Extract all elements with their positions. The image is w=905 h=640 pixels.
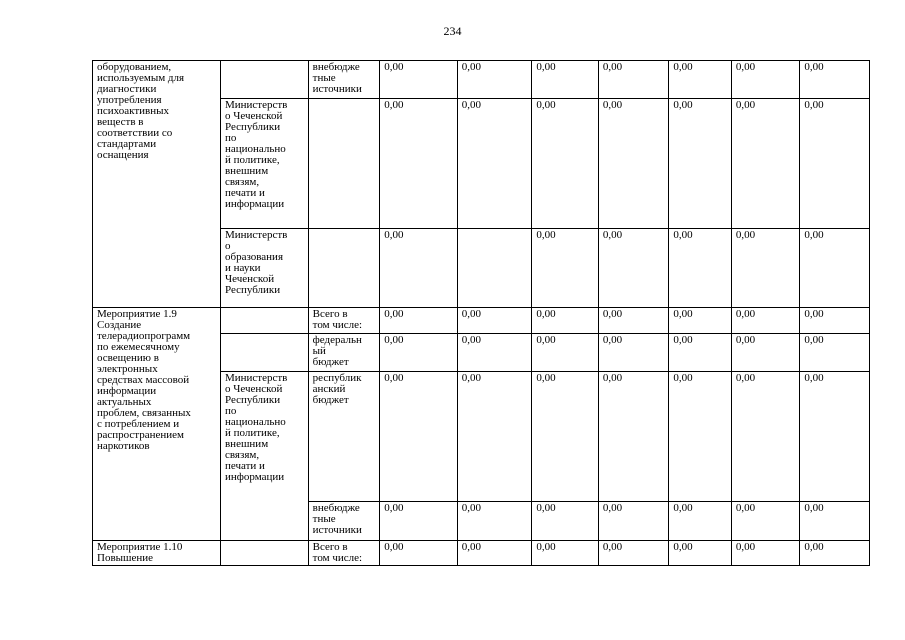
value-cell: 0,00 (380, 99, 458, 229)
measure-cell: оборудованием, используемым для диагностики употребления психоактивных веществ в соответствии со стандартами оснащения (93, 61, 221, 308)
value-cell: 0,00 (669, 61, 731, 99)
value-cell: 0,00 (532, 502, 599, 541)
value-cell: 0,00 (380, 372, 458, 502)
executor-cell (220, 334, 308, 372)
value-cell: 0,00 (800, 61, 870, 99)
page-number: 234 (443, 24, 462, 38)
value-cell: 0,00 (731, 229, 800, 308)
value-cell: 0,00 (598, 502, 669, 541)
funding-source-cell: федеральн ый бюджет (308, 334, 380, 372)
value-cell: 0,00 (800, 99, 870, 229)
value-cell: 0,00 (669, 502, 731, 541)
funding-source-cell: внебюдже тные источники (308, 61, 380, 99)
value-cell: 0,00 (731, 502, 800, 541)
budget-table (92, 60, 870, 566)
executor-cell (220, 308, 308, 334)
executor-cell: Министерств о образования и науки Чеченской Республики (220, 229, 308, 308)
value-cell: 0,00 (598, 61, 669, 99)
value-cell: 0,00 (380, 229, 458, 308)
value-cell: 0,00 (800, 372, 870, 502)
executor-cell: Министерств о Чеченской Республики по национально й политике, внешним связям, печати и информации (220, 372, 308, 541)
executor-cell (220, 61, 308, 99)
value-cell: 0,00 (457, 308, 532, 334)
value-cell: 0,00 (800, 541, 870, 566)
measure-cell: Мероприятие 1.9 Создание телерадиопрограмм по ежемесячному освещению в электронных средствах массовой информации актуальных проблем, связанных с потреблением и распространением наркотиков (93, 308, 221, 541)
value-cell: 0,00 (731, 308, 800, 334)
value-cell: 0,00 (457, 99, 532, 229)
value-cell: 0,00 (457, 372, 532, 502)
value-cell: 0,00 (598, 541, 669, 566)
value-cell: 0,00 (532, 334, 599, 372)
measure-cell: Мероприятие 1.10 Повышение (93, 541, 221, 566)
executor-cell (220, 541, 308, 566)
value-cell: 0,00 (669, 334, 731, 372)
value-cell: 0,00 (598, 372, 669, 502)
value-cell: 0,00 (731, 61, 800, 99)
value-cell: 0,00 (800, 334, 870, 372)
value-cell: 0,00 (380, 61, 458, 99)
funding-source-cell (308, 99, 380, 229)
value-cell: 0,00 (669, 229, 731, 308)
value-cell: 0,00 (532, 541, 599, 566)
value-cell: 0,00 (380, 541, 458, 566)
funding-source-cell: внебюдже тные источники (308, 502, 380, 541)
value-cell: 0,00 (800, 502, 870, 541)
value-cell: 0,00 (669, 308, 731, 334)
table-row (93, 308, 870, 334)
value-cell: 0,00 (598, 99, 669, 229)
funding-source-cell: Всего в том числе: (308, 308, 380, 334)
value-cell: 0,00 (669, 541, 731, 566)
value-cell: 0,00 (532, 229, 599, 308)
value-cell: 0,00 (457, 61, 532, 99)
value-cell: 0,00 (731, 541, 800, 566)
value-cell: 0,00 (457, 334, 532, 372)
value-cell: 0,00 (532, 61, 599, 99)
value-cell: 0,00 (457, 502, 532, 541)
value-cell: 0,00 (800, 229, 870, 308)
value-cell: 0,00 (598, 334, 669, 372)
value-cell: 0,00 (731, 334, 800, 372)
value-cell: 0,00 (731, 99, 800, 229)
value-cell: 0,00 (457, 541, 532, 566)
funding-source-cell: республик анский бюджет (308, 372, 380, 502)
value-cell: 0,00 (800, 308, 870, 334)
table-row (93, 61, 870, 99)
value-cell: 0,00 (532, 99, 599, 229)
value-cell: 0,00 (532, 308, 599, 334)
value-cell: 0,00 (669, 99, 731, 229)
value-cell: 0,00 (532, 372, 599, 502)
funding-source-cell: Всего в том числе: (308, 541, 380, 566)
value-cell: 0,00 (380, 308, 458, 334)
value-cell: 0,00 (731, 372, 800, 502)
value-cell (457, 229, 532, 308)
funding-source-cell (308, 229, 380, 308)
value-cell: 0,00 (598, 308, 669, 334)
value-cell: 0,00 (598, 229, 669, 308)
value-cell: 0,00 (669, 372, 731, 502)
table-row (93, 541, 870, 566)
value-cell: 0,00 (380, 334, 458, 372)
value-cell: 0,00 (380, 502, 458, 541)
executor-cell: Министерств о Чеченской Республики по национально й политике, внешним связям, печати и информации (220, 99, 308, 229)
